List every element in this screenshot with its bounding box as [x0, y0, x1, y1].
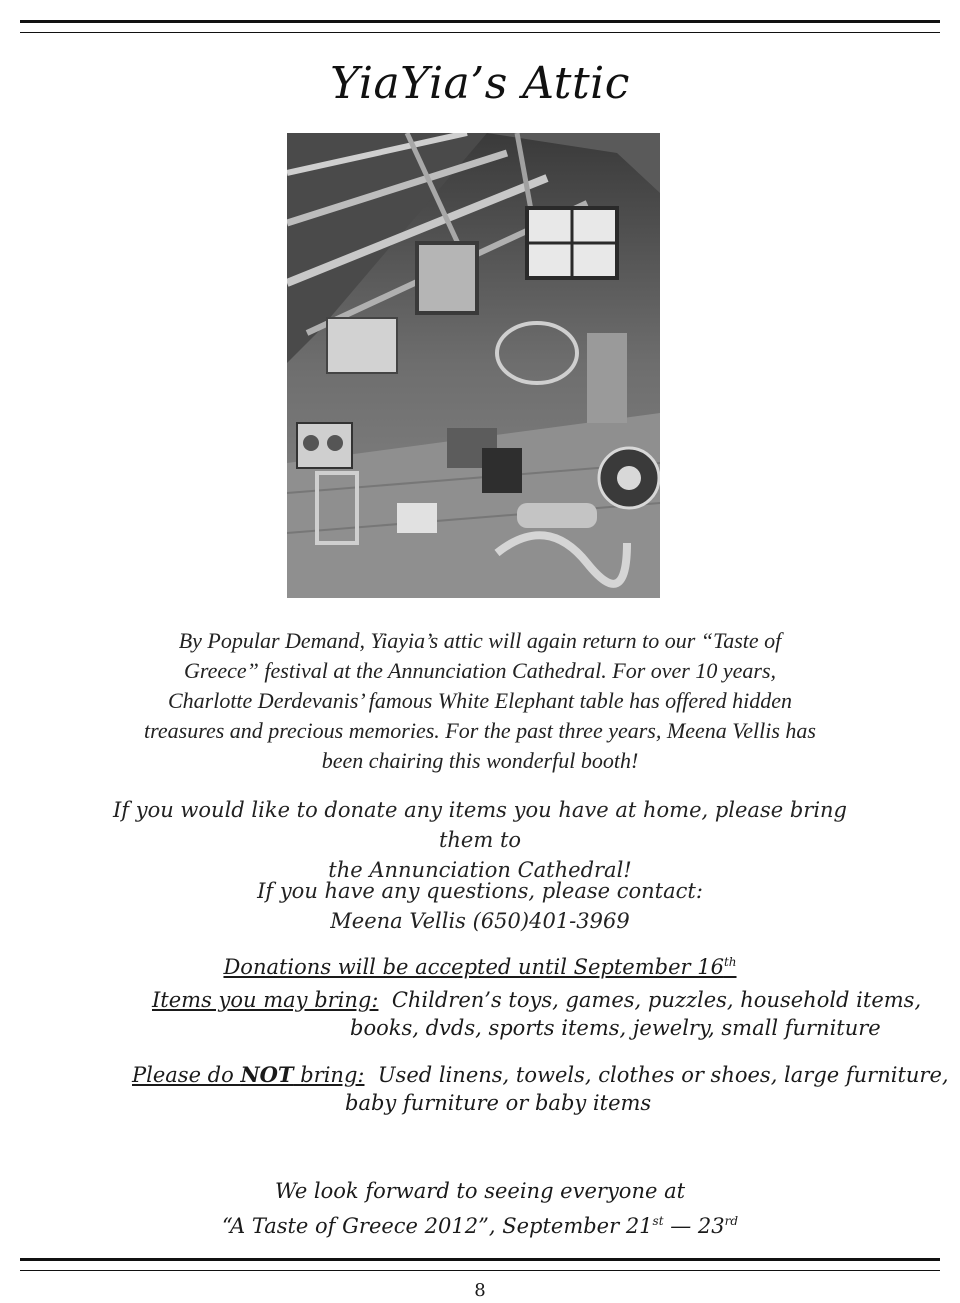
donations-deadline-text: Donations will be accepted until September 16	[223, 955, 724, 979]
closing-line: We look forward to seeing everyone at	[274, 1179, 686, 1203]
items-not-row	[132, 1060, 949, 1090]
donations-deadline-suffix: th	[723, 955, 737, 969]
intro-paragraph	[110, 626, 850, 776]
closing-line-2	[0, 1206, 960, 1241]
donations-deadline	[0, 955, 960, 979]
intro-line: By Popular Demand, Yiayia’s attic will again return to our “Taste of	[178, 628, 782, 653]
intro-line: been chairing this wonderful booth!	[321, 748, 639, 773]
contact-line: If you have any questions, please contact:	[257, 879, 703, 903]
top-border-rule	[20, 20, 940, 33]
donate-line: If you would like to donate any items you have at home, please bring them to	[112, 798, 847, 852]
bottom-border-rule	[20, 1258, 940, 1271]
items-not-label	[132, 1063, 364, 1087]
items-bring-label: Items you may bring:	[152, 988, 379, 1012]
items-bring-row	[350, 1013, 881, 1043]
items-not-label-post: bring:	[293, 1063, 365, 1087]
closing-event: “A Taste of Greece 2012”, September 21	[221, 1214, 653, 1238]
page-title: YiaYia’s Attic	[330, 58, 630, 109]
contact-paragraph	[110, 876, 850, 936]
page-number: 8	[474, 1280, 486, 1301]
items-not-label-bold: NOT	[240, 1062, 294, 1087]
intro-line: Charlotte Derdevanis’ famous White Elephant table has offered hidden	[167, 688, 793, 713]
items-not-label-pre: Please do	[132, 1063, 241, 1087]
items-not-line: Used linens, towels, clothes or shoes, large furniture,	[377, 1063, 949, 1087]
items-bring-line: Children’s toys, games, puzzles, household items,	[391, 988, 922, 1012]
intro-line: treasures and precious memories. For the past three years, Meena Vellis has	[144, 718, 816, 743]
donate-paragraph	[110, 795, 850, 885]
items-bring-line: books, dvds, sports items, jewelry, small furniture	[350, 1016, 881, 1040]
attic-photo-illustration	[287, 133, 660, 598]
intro-line: Greece” festival at the Annunciation Cathedral. For over 10 years,	[183, 658, 777, 683]
closing-dash: — 23	[663, 1214, 725, 1238]
contact-line: Meena Vellis (650)401-3969	[330, 909, 630, 933]
donate-line: the Annunciation Cathedral!	[328, 858, 632, 882]
items-not-line: baby furniture or baby items	[345, 1091, 652, 1115]
attic-photo	[287, 133, 660, 598]
items-not-row	[345, 1088, 651, 1118]
closing-sup-1: st	[652, 1214, 664, 1228]
items-bring-row	[152, 985, 921, 1015]
closing-sup-2: rd	[724, 1214, 739, 1228]
